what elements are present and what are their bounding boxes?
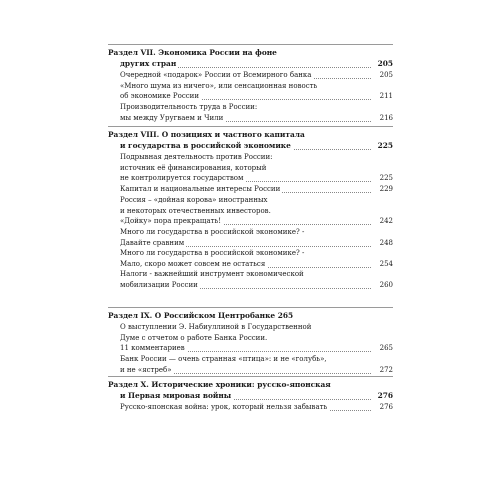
page-number: 225 — [379, 174, 393, 183]
toc-entry — [120, 227, 393, 248]
section-title: Раздел VIII. О позициях и частного капитала — [108, 130, 305, 139]
page-number: 276 — [379, 403, 393, 411]
section-title-cont: и государства в российской экономике — [120, 141, 291, 150]
section-title-line-2 — [120, 391, 393, 402]
page-number: 276 — [377, 391, 393, 400]
entry-line: не контролируется государством — [120, 174, 244, 183]
section-title-line-2 — [120, 141, 393, 152]
toc-entry — [120, 354, 393, 375]
section-title-line-2 — [120, 59, 393, 70]
entry-line: и не «ястреб» — [120, 365, 172, 374]
toc-entry — [120, 184, 393, 195]
entry-line: «Много шума из ничего», или сенсационная новость — [120, 81, 318, 90]
section-title: Раздел VII. Экономика России на фоне — [108, 48, 277, 57]
entry-line: Россия – «дойная корова» иностранных — [120, 196, 268, 204]
section-title-cont: и Первая мировая войны — [120, 391, 232, 400]
entry-line: Много ли государства в российской экономике? - — [120, 228, 305, 236]
toc-entry — [120, 152, 393, 184]
entry-line: Банк России — очень странная «птица»: и не «голубь», — [120, 355, 327, 363]
entry-line: О выступлении Э. Набиуллиной в Государственной — [120, 323, 312, 331]
page-number: 216 — [379, 113, 393, 122]
entry-line: Русско-японская война: урок, который нельзя забывать — [120, 403, 328, 411]
page-number: 229 — [379, 185, 393, 193]
section-title: Раздел X. Исторические хроники: русско-японская — [108, 380, 331, 389]
section-divider — [108, 44, 393, 45]
page-number: 205 — [377, 59, 393, 68]
toc-entry — [120, 322, 393, 354]
page-number: 211 — [379, 92, 393, 101]
entry-line: источник её финансирования, который — [120, 163, 267, 172]
entry-line: и некоторых отечественных инвесторов. — [120, 206, 271, 215]
page-number: 242 — [379, 217, 393, 226]
entry-line: Очередной «подарок» России от Всемирного банка — [120, 71, 312, 79]
entry-line: Думе с отчетом о работе Банка России. — [120, 333, 268, 342]
page-number: 254 — [379, 259, 393, 268]
section-title: Раздел IX. О Российском Центробанке 265 — [108, 311, 294, 320]
toc-entry — [120, 102, 393, 123]
entry-line: Много ли государства в российской экономике? - — [120, 249, 305, 257]
section-divider — [108, 376, 393, 377]
page-number: 260 — [379, 280, 393, 289]
entry-line: Давайте сравним — [120, 238, 185, 247]
toc-entry — [120, 81, 393, 102]
entry-line: Капитал и национальные интересы России — [120, 185, 281, 193]
page-number: 272 — [379, 365, 393, 374]
page-number: 265 — [379, 344, 393, 353]
toc-entry — [120, 70, 393, 81]
section-divider — [108, 126, 393, 127]
entry-line: Налоги - важнейший инструмент экономической — [120, 270, 304, 278]
section-divider — [108, 307, 393, 308]
page-number: 205 — [379, 71, 393, 79]
toc-entry — [120, 269, 393, 290]
entry-line: 11 комментариев — [120, 344, 185, 353]
toc-entry — [120, 248, 393, 269]
page-number: 248 — [379, 238, 393, 247]
entry-line: Мало, скоро может совсем не остаться — [120, 259, 266, 268]
toc-entry — [120, 402, 393, 413]
entry-line: Производительность труда в России: — [120, 103, 258, 111]
page-number: 225 — [377, 141, 393, 150]
entry-line: Подрывная деятельность против России: — [120, 153, 273, 161]
entry-line: мобилизации России — [120, 280, 198, 289]
entry-line: мы между Уругваем и Чили — [120, 113, 224, 122]
toc-entry — [120, 195, 393, 227]
section-title-cont: других стран — [120, 59, 177, 68]
entry-line: об экономике России — [120, 92, 199, 101]
entry-line: «Дойку» пора прекращать! — [120, 217, 222, 226]
